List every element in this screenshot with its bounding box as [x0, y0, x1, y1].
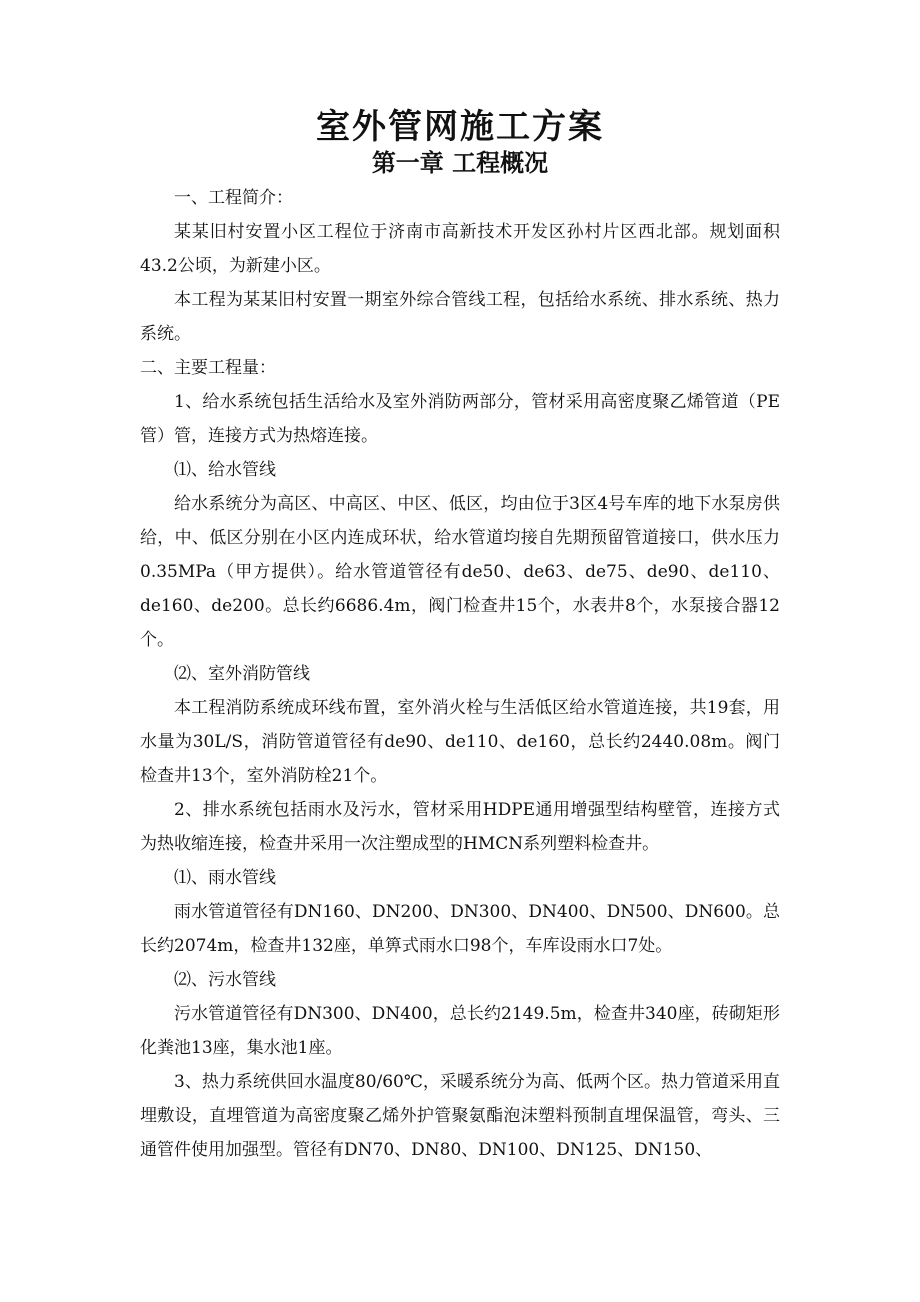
subheading-fire-pipeline: ⑵、室外消防管线	[174, 664, 310, 684]
document-title: 室外管网施工方案	[316, 107, 604, 147]
document-body	[140, 181, 780, 1167]
paragraph-water-supply: 1、给水系统包括生活给水及室外消防两部分，管材采用高密度聚乙烯管道（PE管）管，连接方式为热熔连接。	[140, 392, 780, 446]
section-heading-quantities: 二、主要工程量：	[140, 358, 276, 378]
section-heading-overview: 一、工程简介：	[174, 188, 293, 208]
paragraph-rain-pipeline: 雨水管道管径有DN160、DN200、DN300、DN400、DN500、DN600。总长约2074m，检查井132座，单箅式雨水口98个，车库设雨水口7处。	[140, 902, 780, 956]
subheading-supply-pipeline: ⑴、给水管线	[174, 460, 276, 480]
paragraph-supply-pipeline: 给水系统分为高区、中高区、中区、低区，均由位于3区4号车库的地下水泵房供给，中、低区分别在小区内连成环状，给水管道均接自先期预留管道接口，供水压力0.35MPa（甲方提供）。给水管道管径有de50、de63、de75、de90、de110、de160、de200。总长约6686.4m，阀门检查井15个，水表井8个，水泵接合器12个。	[140, 494, 780, 650]
paragraph-drainage: 2、排水系统包括雨水及污水，管材采用HDPE通用增强型结构壁管，连接方式为热收缩连接，检查井采用一次注塑成型的HMCN系列塑料检查井。	[140, 800, 780, 854]
chapter-heading: 第一章 工程概况	[371, 148, 549, 177]
subheading-sewage-pipeline: ⑵、污水管线	[174, 970, 276, 990]
paragraph-fire-pipeline: 本工程消防系统成环线布置，室外消火栓与生活低区给水管道连接，共19套，用水量为30L/S，消防管道管径有de90、de110、de160，总长约2440.08m。阀门检查井13个，室外消防栓21个。	[140, 698, 780, 786]
paragraph-scope: 本工程为某某旧村安置一期室外综合管线工程，包括给水系统、排水系统、热力系统。	[140, 290, 780, 344]
paragraph-location: 某某旧村安置小区工程位于济南市高新技术开发区孙村片区西北部。规划面积43.2公顷，为新建小区。	[140, 222, 780, 276]
subheading-rain-pipeline: ⑴、雨水管线	[174, 868, 276, 888]
paragraph-sewage-pipeline: 污水管道管径有DN300、DN400，总长约2149.5m，检查井340座，砖砌矩形化粪池13座，集水池1座。	[140, 1004, 780, 1058]
paragraph-heating: 3、热力系统供回水温度80/60℃，采暖系统分为高、低两个区。热力管道采用直埋敷设，直埋管道为高密度聚乙烯外护管聚氨酯泡沫塑料预制直埋保温管，弯头、三通管件使用加强型。管径有DN70、DN80、DN100、DN125、DN150、	[140, 1072, 780, 1160]
